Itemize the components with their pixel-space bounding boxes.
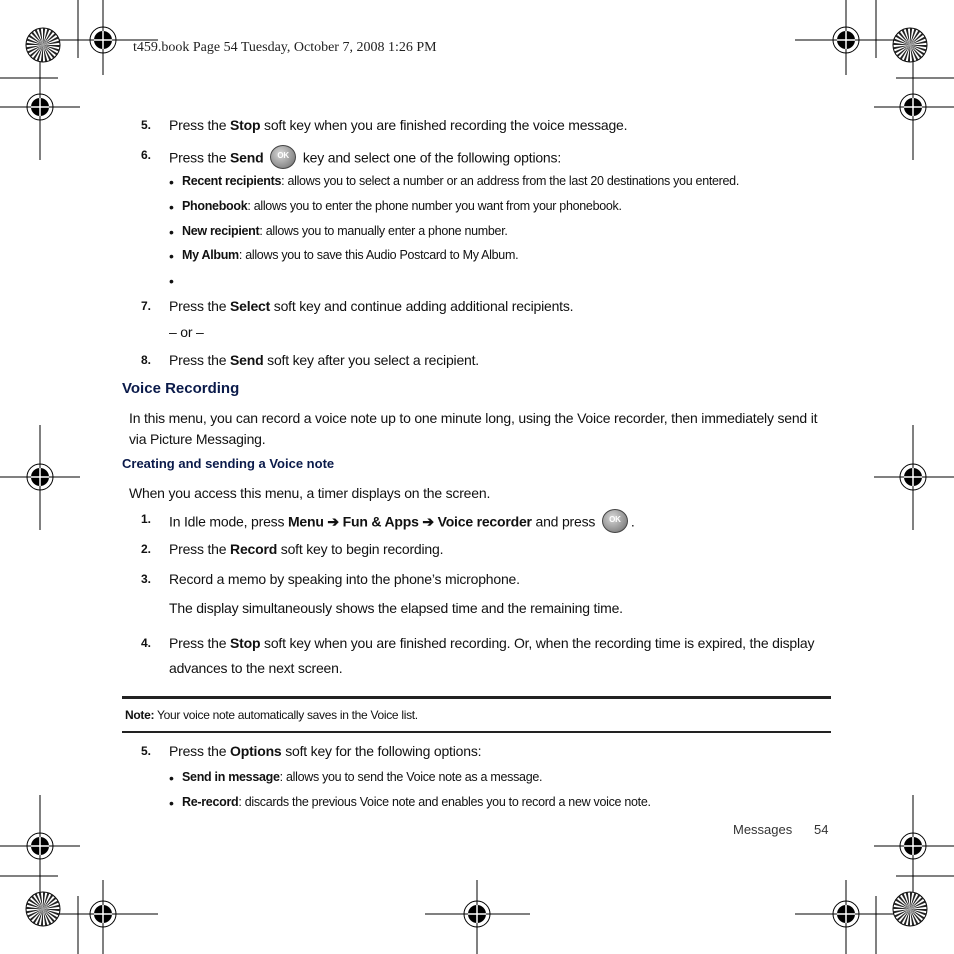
subsection-intro: When you access this menu, a timer displays on the screen.	[129, 485, 491, 501]
step-number: 5.	[141, 744, 152, 758]
bullet: •	[169, 795, 174, 811]
option-new-recipient: New recipient: allows you to manually enter a phone number.	[182, 224, 508, 238]
print-header: t459.book Page 54 Tuesday, October 7, 2008 1:26 PM	[133, 40, 437, 55]
step-8-text: Press the Send soft key after you select a recipient.	[169, 352, 479, 368]
vr-step-4-text: Press the Stop soft key when you are finished recording. Or, when the recording time is expired, the display	[169, 635, 815, 651]
vr-step-5-text: Press the Options soft key for the following options:	[169, 743, 482, 759]
or-separator: – or –	[169, 324, 204, 340]
ok-key-icon: OK	[270, 145, 296, 169]
step-5-text: Press the Stop soft key when you are finished recording the voice message.	[169, 117, 628, 133]
bullet: •	[169, 248, 174, 264]
vr-step-3-subtext: The display simultaneously shows the elapsed time and the remaining time.	[169, 600, 623, 616]
step-7-text: Press the Select soft key and continue adding additional recipients.	[169, 298, 574, 314]
step-number: 3.	[141, 572, 152, 586]
vr-step-2-text: Press the Record soft key to begin recording.	[169, 541, 444, 557]
page-number: 54	[814, 822, 829, 837]
option-send-in-message: Send in message: allows you to send the Voice note as a message.	[182, 770, 543, 784]
bullet: •	[169, 174, 174, 190]
subsection-heading: Creating and sending a Voice note	[122, 456, 335, 471]
step-number: 5.	[141, 118, 152, 132]
step-number: 1.	[141, 512, 152, 526]
section-intro-line-1: In this menu, you can record a voice note up to one minute long, using the Voice recorder, then immediately send it	[129, 410, 818, 426]
option-re-record: Re-record: discards the previous Voice note and enables you to record a new voice note.	[182, 795, 651, 809]
step-number: 7.	[141, 299, 152, 313]
bullet: •	[169, 770, 174, 786]
option-phonebook: Phonebook: allows you to enter the phone number you want from your phonebook.	[182, 199, 622, 213]
vr-step-1-text: In Idle mode, press Menu ➔ Fun & Apps ➔ Voice recorder and press OK .	[169, 511, 635, 535]
footer-section: Messages	[733, 822, 793, 837]
step-number: 6.	[141, 148, 152, 162]
section-intro-line-2: via Picture Messaging.	[129, 431, 266, 447]
bullet: •	[169, 224, 174, 240]
option-my-album: My Album: allows you to save this Audio Postcard to My Album.	[182, 248, 519, 262]
note-text: Note: Your voice note automatically saves in the Voice list.	[125, 708, 418, 722]
step-6-text: Press the Send OK key and select one of the following options:	[169, 147, 561, 171]
note-box	[122, 696, 831, 733]
bullet: •	[169, 273, 174, 289]
vr-step-3-text: Record a memo by speaking into the phone’s microphone.	[169, 571, 520, 587]
bullet: •	[169, 199, 174, 215]
ok-key-icon: OK	[602, 509, 628, 533]
step-number: 8.	[141, 353, 152, 367]
option-recent-recipients: Recent recipients: allows you to select a number or an address from the last 20 destinations you entered.	[182, 174, 740, 188]
section-heading: Voice Recording	[122, 380, 240, 397]
step-number: 4.	[141, 636, 152, 650]
step-number: 2.	[141, 542, 152, 556]
vr-step-4-line-2: advances to the next screen.	[169, 660, 343, 676]
